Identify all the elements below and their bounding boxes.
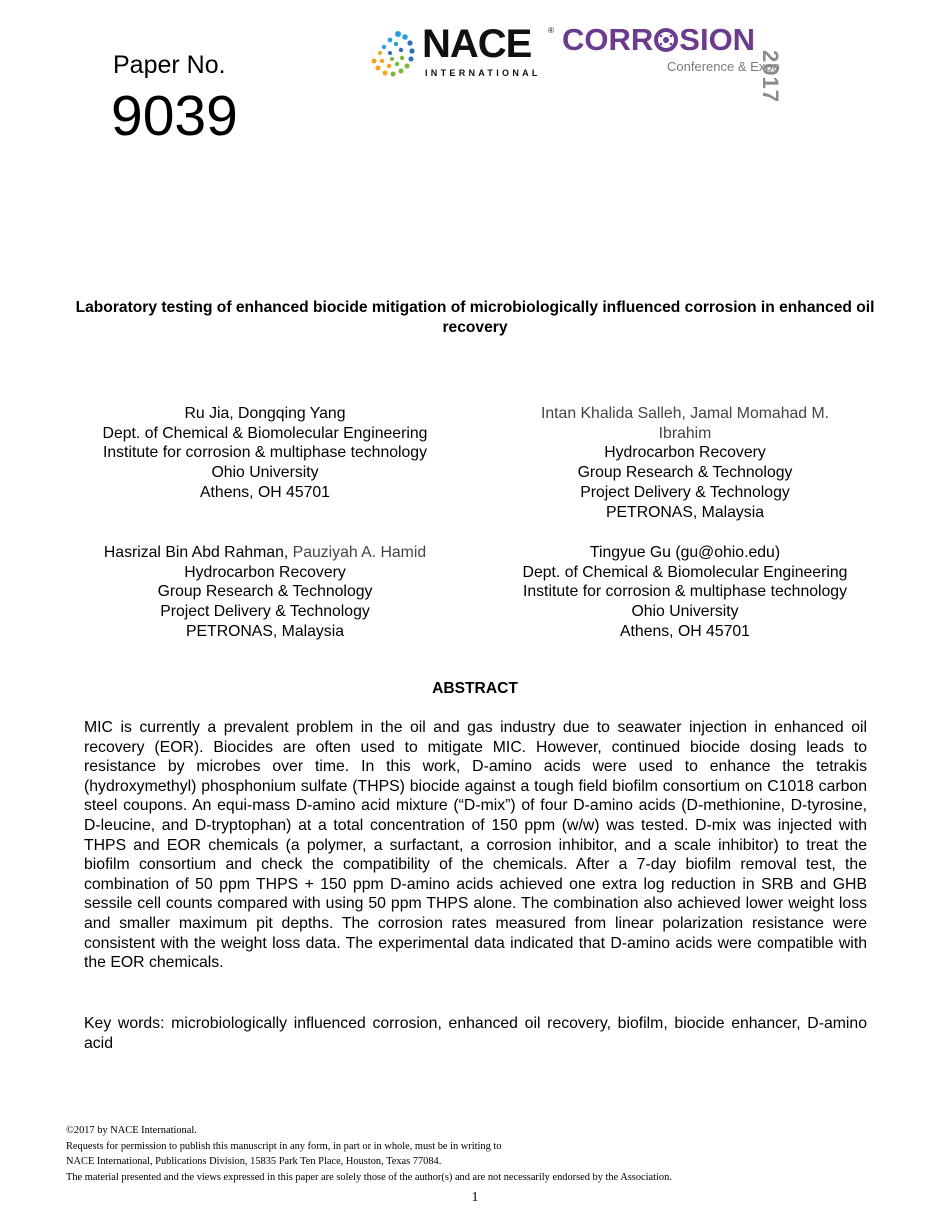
paper-title: Laboratory testing of enhanced biocide mitigation of microbiologically influenced corrosion in enhanced oil recovery — [75, 299, 875, 336]
paper-number: 9039 — [111, 84, 238, 148]
author-names — [60, 543, 470, 563]
author-line: Intan Khalida Salleh, Jamal Momahad M. — [540, 405, 829, 422]
author-line: Athens, OH 45701 — [200, 483, 330, 501]
author-line: Ru Jia, Dongqing Yang — [184, 405, 346, 422]
copyright-footer — [66, 1123, 886, 1186]
paper-label: Paper No. — [113, 51, 226, 79]
keywords: Key words: microbiologically influenced corrosion, enhanced oil recovery, biofilm, biocide enhancer, D-amino acid — [84, 1015, 867, 1052]
abstract-heading: ABSTRACT — [432, 680, 518, 697]
author-line: Hydrocarbon Recovery — [184, 563, 346, 581]
footer-line: NACE International, Publications Division, 15835 Park Ten Place, Houston, Texas 77084. — [66, 1156, 442, 1168]
corrosion-wordmark — [562, 22, 755, 58]
author-line: PETRONAS, Malaysia — [185, 622, 344, 640]
author-line: PETRONAS, Malaysia — [605, 503, 764, 521]
author-block — [480, 404, 890, 522]
abstract-text: MIC is currently a prevalent problem in the oil and gas industry due to seawater injection in enhanced oil recovery (EOR). Biocides are often used to mitigate MIC. However, continued biocide dosing leads to resistance by microbes over time. In this work, D-amino acids were used to enhance the tetrakis (hydroxymethyl) phosphonium sulfate (THPS) biocide against a tough field biofilm consortium on C1018 carbon steel coupons. An equi-mass D-amino acid mixture (“D-mix”) of four D-amino acids (D-methionine, D-tyrosine, D-leucine, and D-tryptophan) at a total concentration of 150 ppm (w/w) was tested. D-mix was injected with THPS and EOR chemicals (a polymer, a surfactant, a corrosion inhibitor, and a scale inhibitor) to treat the biofilm consortium and check the compatibility of the chemicals. After a 7-day biofilm removal test, the combination of 50 ppm THPS + 150 ppm D-amino acids achieved one extra log reduction in SRB and GHB sessile cell counts compared with using 50 ppm THPS alone. The combination also achieved lower weight loss and smaller maximum pit depths. The corrosion rates measured from linear polarization resistance were consistent with the weight loss data. The experimental data indicated that D-amino acids were compatible with the EOR chemicals. — [84, 719, 867, 972]
author-block — [60, 543, 470, 642]
author-line: Group Research & Technology — [157, 583, 373, 601]
page-number: 1 — [471, 1190, 479, 1205]
author-line: Ohio University — [211, 464, 319, 482]
author-line: Project Delivery & Technology — [580, 483, 790, 501]
corrosion-logo — [562, 22, 832, 103]
author-line: Group Research & Technology — [577, 464, 793, 482]
corrosion-word-end: SION — [679, 22, 756, 57]
author-line: Dept. of Chemical & Biomolecular Engineering — [522, 563, 848, 581]
footer-line: The material presented and the views expressed in this paper are solely those of the author(s) and are not necessarily endorsed by the Association. — [66, 1172, 672, 1184]
corrosion-subtitle: Conference & Expo — [667, 59, 780, 74]
author-line: Dept. of Chemical & Biomolecular Engineering — [102, 424, 428, 442]
author-name: Pauziyah A. Hamid — [292, 544, 427, 561]
nace-registered-mark: ® — [548, 26, 554, 35]
corrosion-year: 2017 — [758, 50, 783, 103]
author-line: Institute for corrosion & multiphase technology — [522, 583, 847, 601]
author-name: Hasrizal Bin Abd Rahman, — [103, 544, 293, 561]
nace-wordmark: NACE — [422, 22, 532, 66]
author-line: Tingyue Gu (gu@ohio.edu) — [589, 544, 781, 561]
author-line: Athens, OH 45701 — [620, 622, 750, 640]
author-block — [480, 543, 890, 642]
author-line: Project Delivery & Technology — [160, 603, 370, 621]
corrosion-word-start: CORR — [562, 22, 654, 57]
footer-line: Requests for permission to publish this manuscript in any form, in part or in whole, must be in writing to — [66, 1140, 502, 1152]
author-line: Hydrocarbon Recovery — [604, 444, 766, 462]
footer-line: ©2017 by NACE International. — [66, 1125, 197, 1136]
author-line: Ibrahim — [658, 424, 712, 442]
nace-globe-icon — [370, 28, 418, 80]
author-block — [60, 404, 470, 503]
nace-subtitle: INTERNATIONAL — [425, 68, 541, 78]
corrosion-o-globe-icon — [654, 27, 678, 53]
nace-logo — [370, 22, 560, 82]
author-line: Institute for corrosion & multiphase technology — [102, 444, 427, 462]
author-line: Ohio University — [631, 603, 739, 621]
